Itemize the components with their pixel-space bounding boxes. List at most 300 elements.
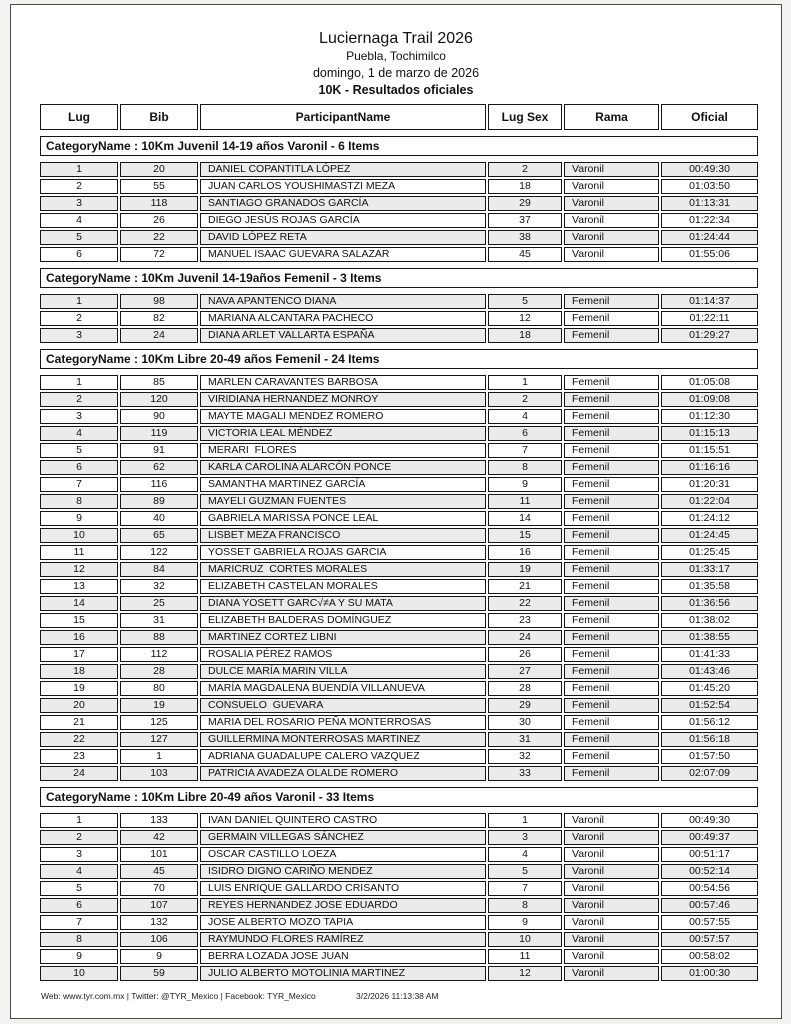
cell-bib: 103 <box>120 766 198 781</box>
cell-bib: 88 <box>120 630 198 645</box>
cell-participant-name: DIEGO JESÚS ROJAS GARCÍA <box>200 213 486 228</box>
cell-rama: Varonil <box>564 915 659 930</box>
cell-lug-sex: 4 <box>488 409 562 424</box>
cell-participant-name: MARIA DEL ROSARIO PEÑA MONTERROSAS <box>200 715 486 730</box>
cell-bib: 59 <box>120 966 198 981</box>
cell-participant-name: OSCAR CASTILLO LOEZA <box>200 847 486 862</box>
cell-lug-sex: 11 <box>488 494 562 509</box>
cell-lug-sex: 32 <box>488 749 562 764</box>
table-row <box>40 562 758 577</box>
cell-oficial: 01:12:30 <box>661 409 758 424</box>
cell-rama: Varonil <box>564 813 659 828</box>
cell-participant-name: YOSSET GABRIELA ROJAS GARCIA <box>200 545 486 560</box>
cell-rama: Femenil <box>564 732 659 747</box>
cell-rama: Femenil <box>564 311 659 326</box>
cell-rama: Femenil <box>564 562 659 577</box>
table-row <box>40 196 758 211</box>
results-table <box>38 102 760 983</box>
cell-oficial: 00:54:56 <box>661 881 758 896</box>
cell-lug: 7 <box>40 915 118 930</box>
cell-bib: 55 <box>120 179 198 194</box>
cell-lug-sex: 45 <box>488 247 562 262</box>
category-header: CategoryName : 10Km Juvenil 14-19años Femenil - 3 Items <box>40 268 758 288</box>
cell-lug-sex: 2 <box>488 162 562 177</box>
cell-lug-sex: 6 <box>488 426 562 441</box>
cell-bib: 20 <box>120 162 198 177</box>
cell-lug-sex: 12 <box>488 966 562 981</box>
cell-oficial: 01:45:20 <box>661 681 758 696</box>
table-row <box>40 477 758 492</box>
cell-bib: 31 <box>120 613 198 628</box>
spacer-row <box>40 132 758 134</box>
cell-rama: Femenil <box>564 511 659 526</box>
cell-participant-name: REYES HERNANDEZ JOSE EDUARDO <box>200 898 486 913</box>
cell-bib: 72 <box>120 247 198 262</box>
cell-participant-name: ADRIANA GUADALUPE CALERO VAZQUEZ <box>200 749 486 764</box>
cell-participant-name: NAVA APANTENCO DIANA <box>200 294 486 309</box>
cell-lug: 6 <box>40 898 118 913</box>
column-header-rama: Rama <box>564 104 659 130</box>
cell-lug-sex: 27 <box>488 664 562 679</box>
table-row <box>40 460 758 475</box>
cell-rama: Varonil <box>564 864 659 879</box>
cell-lug: 1 <box>40 813 118 828</box>
cell-oficial: 02:07:09 <box>661 766 758 781</box>
cell-rama: Varonil <box>564 196 659 211</box>
cell-bib: 40 <box>120 511 198 526</box>
cell-participant-name: JUAN CARLOS YOUSHIMASTZI MEZA <box>200 179 486 194</box>
table-row <box>40 294 758 309</box>
cell-oficial: 01:55:06 <box>661 247 758 262</box>
cell-participant-name: MAYELI GUZMAN FUENTES <box>200 494 486 509</box>
category-row <box>40 787 758 807</box>
category-header: CategoryName : 10Km Libre 20-49 años Varonil - 33 Items <box>40 787 758 807</box>
table-row <box>40 915 758 930</box>
cell-participant-name: MANUEL ISAAC GUEVARA SALAZAR <box>200 247 486 262</box>
cell-participant-name: MARIANA ALCANTARA PACHECO <box>200 311 486 326</box>
table-row <box>40 392 758 407</box>
table-row <box>40 630 758 645</box>
cell-lug: 2 <box>40 311 118 326</box>
report-header <box>11 29 781 99</box>
cell-oficial: 00:49:37 <box>661 830 758 845</box>
cell-lug: 5 <box>40 230 118 245</box>
cell-lug-sex: 10 <box>488 932 562 947</box>
cell-bib: 132 <box>120 915 198 930</box>
cell-rama: Femenil <box>564 664 659 679</box>
cell-lug: 9 <box>40 511 118 526</box>
table-row <box>40 213 758 228</box>
table-row <box>40 881 758 896</box>
cell-rama: Femenil <box>564 766 659 781</box>
cell-rama: Femenil <box>564 460 659 475</box>
column-header-row <box>40 104 758 130</box>
cell-lug: 4 <box>40 864 118 879</box>
table-row <box>40 162 758 177</box>
spacer-row <box>40 371 758 373</box>
cell-bib: 85 <box>120 375 198 390</box>
table-row <box>40 426 758 441</box>
cell-lug: 8 <box>40 932 118 947</box>
cell-bib: 116 <box>120 477 198 492</box>
cell-lug: 3 <box>40 196 118 211</box>
cell-participant-name: JOSE ALBERTO MOZO TAPIA <box>200 915 486 930</box>
cell-lug: 7 <box>40 477 118 492</box>
cell-lug: 10 <box>40 528 118 543</box>
cell-oficial: 01:05:08 <box>661 375 758 390</box>
cell-rama: Femenil <box>564 579 659 594</box>
cell-rama: Femenil <box>564 426 659 441</box>
table-row <box>40 328 758 343</box>
cell-participant-name: DULCE MARÍA MARIN VILLA <box>200 664 486 679</box>
cell-rama: Varonil <box>564 179 659 194</box>
cell-participant-name: IVAN DANIEL QUINTERO CASTRO <box>200 813 486 828</box>
cell-bib: 42 <box>120 830 198 845</box>
cell-oficial: 01:43:46 <box>661 664 758 679</box>
cell-rama: Varonil <box>564 830 659 845</box>
cell-bib: 98 <box>120 294 198 309</box>
category-row <box>40 268 758 288</box>
spacer-row <box>40 345 758 347</box>
table-row <box>40 830 758 845</box>
category-header: CategoryName : 10Km Juvenil 14-19 años Varonil - 6 Items <box>40 136 758 156</box>
cell-oficial: 01:33:17 <box>661 562 758 577</box>
category-row <box>40 349 758 369</box>
cell-oficial: 00:52:14 <box>661 864 758 879</box>
cell-participant-name: SAMANTHA MARTINEZ GARCÍA <box>200 477 486 492</box>
cell-oficial: 00:51:17 <box>661 847 758 862</box>
cell-participant-name: DANIEL COPANTITLA LÓPEZ <box>200 162 486 177</box>
cell-lug: 6 <box>40 247 118 262</box>
cell-lug: 3 <box>40 847 118 862</box>
table-row <box>40 596 758 611</box>
cell-oficial: 01:00:30 <box>661 966 758 981</box>
cell-lug-sex: 12 <box>488 311 562 326</box>
cell-oficial: 00:49:30 <box>661 162 758 177</box>
cell-lug: 24 <box>40 766 118 781</box>
cell-lug-sex: 1 <box>488 813 562 828</box>
table-row <box>40 681 758 696</box>
cell-bib: 9 <box>120 949 198 964</box>
cell-rama: Varonil <box>564 898 659 913</box>
cell-participant-name: CONSUELO GUEVARA <box>200 698 486 713</box>
table-row <box>40 847 758 862</box>
cell-bib: 25 <box>120 596 198 611</box>
cell-oficial: 00:49:30 <box>661 813 758 828</box>
table-row <box>40 898 758 913</box>
table-row <box>40 311 758 326</box>
cell-oficial: 01:14:37 <box>661 294 758 309</box>
cell-lug-sex: 26 <box>488 647 562 662</box>
footer-links: Web: www.tyr.com.mx | Twitter: @TYR_Mexico | Facebook: TYR_Mexico <box>41 991 316 1001</box>
table-row <box>40 247 758 262</box>
event-title: Luciernaga Trail 2026 <box>319 30 473 47</box>
cell-lug: 15 <box>40 613 118 628</box>
cell-rama: Varonil <box>564 949 659 964</box>
cell-oficial: 01:35:58 <box>661 579 758 594</box>
cell-participant-name: DAVID LÓPEZ RETA <box>200 230 486 245</box>
cell-rama: Varonil <box>564 847 659 862</box>
cell-lug-sex: 14 <box>488 511 562 526</box>
category-header: CategoryName : 10Km Libre 20-49 años Femenil - 24 Items <box>40 349 758 369</box>
cell-lug: 22 <box>40 732 118 747</box>
cell-oficial: 01:09:08 <box>661 392 758 407</box>
cell-participant-name: ISIDRO DIGNO CARIÑO MENDEZ <box>200 864 486 879</box>
cell-lug: 18 <box>40 664 118 679</box>
table-row <box>40 932 758 947</box>
cell-lug-sex: 38 <box>488 230 562 245</box>
cell-participant-name: LISBET MEZA FRANCISCO <box>200 528 486 543</box>
cell-lug: 6 <box>40 460 118 475</box>
cell-participant-name: SANTIAGO GRANADOS GARCÍA <box>200 196 486 211</box>
cell-participant-name: MAYTE MAGALI MENDEZ ROMERO <box>200 409 486 424</box>
cell-bib: 119 <box>120 426 198 441</box>
cell-lug: 2 <box>40 179 118 194</box>
cell-rama: Varonil <box>564 881 659 896</box>
spacer-row <box>40 809 758 811</box>
cell-oficial: 01:41:33 <box>661 647 758 662</box>
cell-participant-name: JULIO ALBERTO MOTOLINIA MARTINEZ <box>200 966 486 981</box>
cell-lug: 19 <box>40 681 118 696</box>
cell-lug-sex: 18 <box>488 328 562 343</box>
table-row <box>40 966 758 981</box>
cell-rama: Femenil <box>564 698 659 713</box>
cell-lug-sex: 33 <box>488 766 562 781</box>
cell-lug: 20 <box>40 698 118 713</box>
cell-participant-name: MARÍA MAGDALENA BUENDÍA VILLANUEVA <box>200 681 486 696</box>
cell-participant-name: RAYMUNDO FLORES RAMÍREZ <box>200 932 486 947</box>
cell-participant-name: MARICRUZ CORTES MORALES <box>200 562 486 577</box>
cell-oficial: 01:36:56 <box>661 596 758 611</box>
table-row <box>40 545 758 560</box>
cell-oficial: 01:38:55 <box>661 630 758 645</box>
cell-lug-sex: 23 <box>488 613 562 628</box>
spacer-row <box>40 290 758 292</box>
table-row <box>40 749 758 764</box>
cell-lug-sex: 8 <box>488 460 562 475</box>
cell-rama: Femenil <box>564 294 659 309</box>
cell-participant-name: MARTINEZ CORTEZ LIBNI <box>200 630 486 645</box>
cell-rama: Femenil <box>564 494 659 509</box>
cell-bib: 90 <box>120 409 198 424</box>
cell-oficial: 01:25:45 <box>661 545 758 560</box>
cell-rama: Varonil <box>564 932 659 947</box>
cell-participant-name: ROSALIA PÉREZ RAMOS <box>200 647 486 662</box>
cell-lug: 12 <box>40 562 118 577</box>
table-row <box>40 613 758 628</box>
cell-oficial: 00:57:55 <box>661 915 758 930</box>
cell-bib: 120 <box>120 392 198 407</box>
cell-oficial: 00:57:46 <box>661 898 758 913</box>
cell-bib: 32 <box>120 579 198 594</box>
cell-oficial: 01:15:51 <box>661 443 758 458</box>
table-row <box>40 409 758 424</box>
table-row <box>40 813 758 828</box>
table-row <box>40 715 758 730</box>
table-row <box>40 864 758 879</box>
cell-bib: 45 <box>120 864 198 879</box>
cell-oficial: 01:56:12 <box>661 715 758 730</box>
cell-oficial: 01:24:45 <box>661 528 758 543</box>
cell-participant-name: GABRIELA MARISSA PONCE LEAL <box>200 511 486 526</box>
cell-bib: 106 <box>120 932 198 947</box>
cell-rama: Femenil <box>564 328 659 343</box>
cell-participant-name: GERMAIN VILLEGAS SÁNCHEZ <box>200 830 486 845</box>
cell-bib: 65 <box>120 528 198 543</box>
cell-lug: 1 <box>40 294 118 309</box>
cell-lug: 5 <box>40 443 118 458</box>
cell-rama: Femenil <box>564 375 659 390</box>
cell-lug-sex: 8 <box>488 898 562 913</box>
cell-bib: 89 <box>120 494 198 509</box>
cell-lug: 11 <box>40 545 118 560</box>
cell-bib: 107 <box>120 898 198 913</box>
cell-participant-name: DIANA YOSETT GARC√≠A Y SU MATA <box>200 596 486 611</box>
cell-lug-sex: 3 <box>488 830 562 845</box>
cell-rama: Varonil <box>564 230 659 245</box>
cell-bib: 24 <box>120 328 198 343</box>
cell-rama: Femenil <box>564 409 659 424</box>
column-header-lug-sex: Lug Sex <box>488 104 562 130</box>
cell-lug: 16 <box>40 630 118 645</box>
cell-participant-name: VICTORIA LEAL MÉNDEZ <box>200 426 486 441</box>
cell-rama: Varonil <box>564 213 659 228</box>
cell-bib: 1 <box>120 749 198 764</box>
category-row <box>40 136 758 156</box>
table-row <box>40 698 758 713</box>
cell-lug: 23 <box>40 749 118 764</box>
cell-bib: 118 <box>120 196 198 211</box>
cell-lug-sex: 5 <box>488 294 562 309</box>
cell-rama: Femenil <box>564 613 659 628</box>
cell-bib: 112 <box>120 647 198 662</box>
cell-lug-sex: 19 <box>488 562 562 577</box>
cell-bib: 122 <box>120 545 198 560</box>
cell-lug-sex: 7 <box>488 881 562 896</box>
results-subtitle: 10K - Resultados oficiales <box>318 83 474 97</box>
cell-lug-sex: 21 <box>488 579 562 594</box>
cell-rama: Femenil <box>564 630 659 645</box>
footer-timestamp: 3/2/2026 11:13:38 AM <box>356 991 439 1001</box>
cell-lug: 13 <box>40 579 118 594</box>
cell-bib: 84 <box>120 562 198 577</box>
cell-bib: 127 <box>120 732 198 747</box>
cell-lug: 3 <box>40 409 118 424</box>
cell-oficial: 01:16:16 <box>661 460 758 475</box>
cell-lug: 2 <box>40 392 118 407</box>
cell-lug: 10 <box>40 966 118 981</box>
cell-oficial: 01:24:44 <box>661 230 758 245</box>
cell-participant-name: VIRIDIANA HERNANDEZ MONROY <box>200 392 486 407</box>
cell-bib: 101 <box>120 847 198 862</box>
cell-oficial: 01:57:50 <box>661 749 758 764</box>
cell-oficial: 01:24:12 <box>661 511 758 526</box>
cell-lug: 8 <box>40 494 118 509</box>
cell-rama: Femenil <box>564 715 659 730</box>
cell-oficial: 00:57:57 <box>661 932 758 947</box>
cell-rama: Femenil <box>564 477 659 492</box>
cell-rama: Varonil <box>564 162 659 177</box>
cell-lug-sex: 1 <box>488 375 562 390</box>
cell-lug-sex: 11 <box>488 949 562 964</box>
cell-participant-name: GUILLERMINA MONTERROSAS MARTINEZ <box>200 732 486 747</box>
cell-participant-name: ELIZABETH BALDERAS DOMÍNGUEZ <box>200 613 486 628</box>
cell-lug: 9 <box>40 949 118 964</box>
cell-participant-name: BERRA LOZADA JOSE JUAN <box>200 949 486 964</box>
cell-participant-name: DIANA ARLET VALLARTA ESPAÑA <box>200 328 486 343</box>
cell-bib: 62 <box>120 460 198 475</box>
cell-participant-name: MARLEN CARAVANTES BARBOSA <box>200 375 486 390</box>
cell-lug-sex: 15 <box>488 528 562 543</box>
cell-oficial: 01:29:27 <box>661 328 758 343</box>
cell-participant-name: KARLA CAROLINA ALARCÓN PONCE <box>200 460 486 475</box>
cell-oficial: 01:15:13 <box>661 426 758 441</box>
cell-lug-sex: 31 <box>488 732 562 747</box>
cell-lug: 14 <box>40 596 118 611</box>
column-header-oficial: Oficial <box>661 104 758 130</box>
table-row <box>40 647 758 662</box>
cell-bib: 82 <box>120 311 198 326</box>
cell-bib: 70 <box>120 881 198 896</box>
table-row <box>40 494 758 509</box>
cell-bib: 133 <box>120 813 198 828</box>
cell-oficial: 01:22:04 <box>661 494 758 509</box>
cell-participant-name: PATRICIA AVADEZA OLALDE ROMERO <box>200 766 486 781</box>
table-row <box>40 766 758 781</box>
cell-lug: 3 <box>40 328 118 343</box>
cell-rama: Femenil <box>564 545 659 560</box>
cell-oficial: 01:03:50 <box>661 179 758 194</box>
cell-oficial: 01:52:54 <box>661 698 758 713</box>
cell-participant-name: LUIS ENRIQUE GALLARDO CRISANTO <box>200 881 486 896</box>
cell-lug-sex: 37 <box>488 213 562 228</box>
table-row <box>40 528 758 543</box>
spacer-row <box>40 783 758 785</box>
cell-lug-sex: 16 <box>488 545 562 560</box>
cell-bib: 19 <box>120 698 198 713</box>
cell-rama: Varonil <box>564 247 659 262</box>
cell-rama: Femenil <box>564 681 659 696</box>
cell-lug-sex: 30 <box>488 715 562 730</box>
cell-lug: 4 <box>40 426 118 441</box>
cell-participant-name: MERARI FLORES <box>200 443 486 458</box>
cell-bib: 125 <box>120 715 198 730</box>
cell-lug-sex: 5 <box>488 864 562 879</box>
cell-lug: 21 <box>40 715 118 730</box>
cell-rama: Femenil <box>564 528 659 543</box>
cell-rama: Femenil <box>564 647 659 662</box>
cell-lug-sex: 18 <box>488 179 562 194</box>
cell-lug-sex: 9 <box>488 915 562 930</box>
event-date: domingo, 1 de marzo de 2026 <box>312 66 480 80</box>
table-row <box>40 375 758 390</box>
cell-lug-sex: 4 <box>488 847 562 862</box>
report-page <box>10 4 782 1019</box>
cell-oficial: 01:13:31 <box>661 196 758 211</box>
cell-bib: 80 <box>120 681 198 696</box>
cell-lug: 1 <box>40 375 118 390</box>
cell-rama: Femenil <box>564 443 659 458</box>
cell-lug: 5 <box>40 881 118 896</box>
table-row <box>40 230 758 245</box>
column-header-bib: Bib <box>120 104 198 130</box>
cell-oficial: 01:56:18 <box>661 732 758 747</box>
page-footer <box>11 991 781 1005</box>
table-row <box>40 664 758 679</box>
event-location: Puebla, Tochimilco <box>346 49 446 63</box>
cell-rama: Femenil <box>564 392 659 407</box>
cell-lug-sex: 2 <box>488 392 562 407</box>
